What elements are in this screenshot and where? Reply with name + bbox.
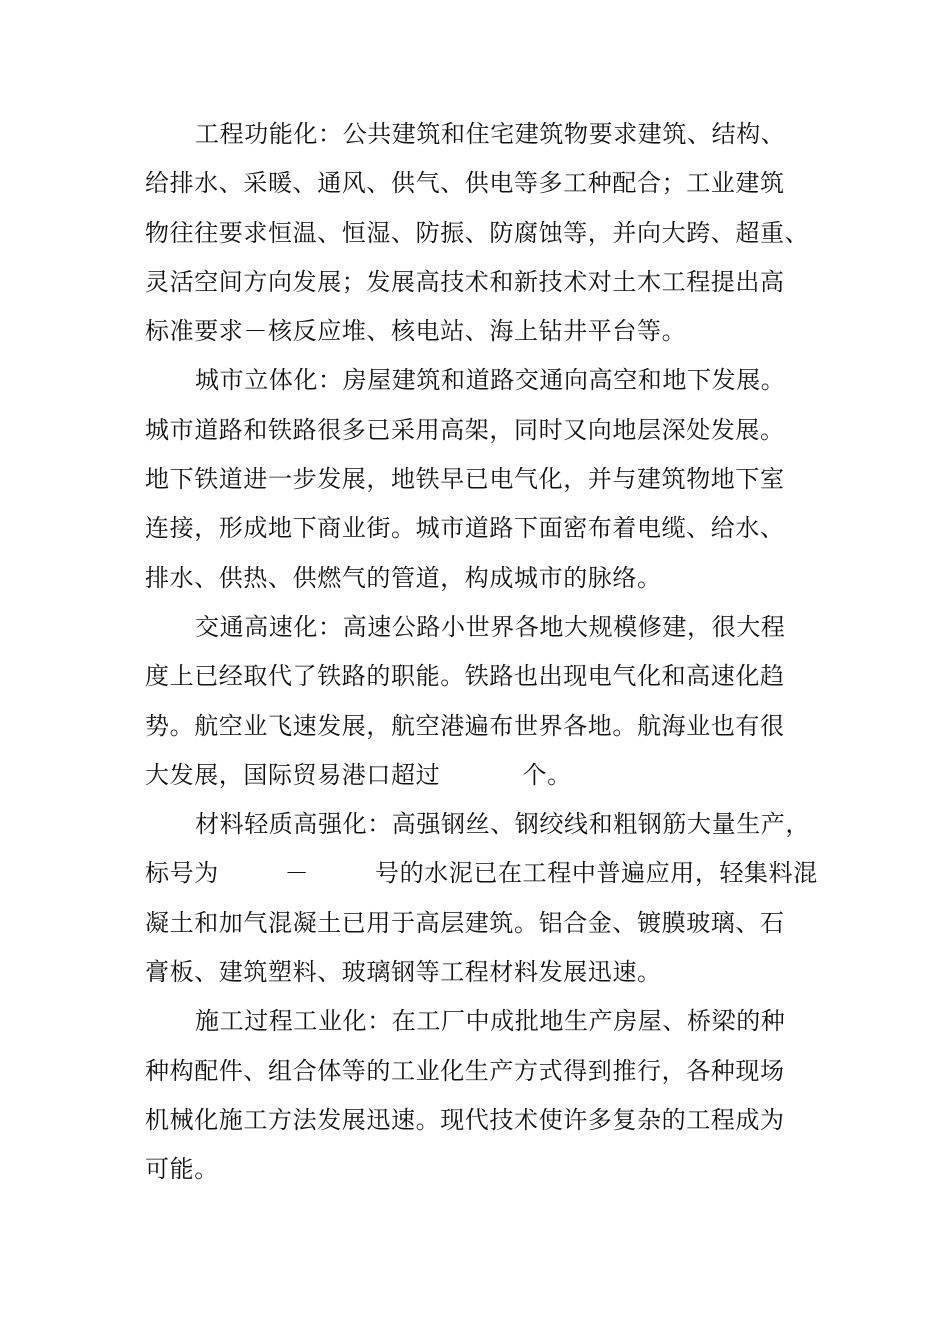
paragraph-2-line-3: 地下铁道进一步发展，地铁早已电气化，并与建筑物地下室 bbox=[145, 465, 785, 494]
body-text bbox=[145, 110, 818, 1195]
paragraph-1-line-5: 标准要求－核反应堆、核电站、海上钻井平台等。 bbox=[145, 317, 687, 346]
paragraph-5-line-1: 施工过程工业化：在工厂中成批地生产房屋、桥梁的种 bbox=[195, 1007, 786, 1036]
paragraph-4-line-4: 膏板、建筑塑料、玻璃钢等工程材料发展迅速。 bbox=[145, 958, 662, 987]
paragraph-3-line-2: 度上已经取代了铁路的职能。铁路也出现电气化和高速化趋 bbox=[145, 662, 785, 691]
paragraph-2-line-4: 连接，形成地下商业街。城市道路下面密布着电缆、给水、 bbox=[145, 514, 785, 543]
paragraph-4-line-2: 标号为 － 号的水泥已在工程中普遍应用，轻集料混 bbox=[145, 859, 818, 888]
paragraph-4-line-3: 凝土和加气混凝土已用于高层建筑。铝合金、镀膜玻璃、石 bbox=[145, 908, 785, 937]
paragraph-4-line-1: 材料轻质高强化：高强钢丝、钢绞线和粗钢筋大量生产， bbox=[195, 810, 810, 839]
paragraph-2-line-5: 排水、供热、供燃气的管道，构成城市的脉络。 bbox=[145, 563, 662, 592]
paragraph-2-line-1: 城市立体化：房屋建筑和道路交通向高空和地下发展。 bbox=[195, 366, 786, 395]
paragraph-5-line-2: 种构配件、组合体等的工业化生产方式得到推行，各种现场 bbox=[145, 1056, 785, 1085]
paragraph-1-line-4: 灵活空间方向发展；发展高技术和新技术对土木工程提出高 bbox=[145, 267, 785, 296]
paragraph-1-line-3: 物往往要求恒温、恒湿、防振、防腐蚀等，并向大跨、超重、 bbox=[145, 218, 810, 247]
paragraph-3-line-1: 交通高速化：高速公路小世界各地大规模修建，很大程 bbox=[195, 612, 786, 641]
paragraph-5-line-3: 机械化施工方法发展迅速。现代技术使许多复杂的工程成为 bbox=[145, 1105, 785, 1134]
paragraph-1-line-2: 给排水、采暖、通风、供气、供电等多工种配合；工业建筑 bbox=[145, 169, 785, 198]
paragraph-3-line-4: 大发展，国际贸易港口超过 个。 bbox=[145, 760, 572, 789]
paragraph-3-line-3: 势。航空业飞速发展，航空港遍布世界各地。航海业也有很 bbox=[145, 711, 785, 740]
paragraph-5-line-4: 可能。 bbox=[145, 1155, 219, 1184]
paragraph-1-line-1: 工程功能化：公共建筑和住宅建筑物要求建筑、结构、 bbox=[195, 120, 786, 148]
paragraph-2-line-2: 城市道路和铁路很多已采用高架，同时又向地层深处发展。 bbox=[145, 415, 785, 444]
